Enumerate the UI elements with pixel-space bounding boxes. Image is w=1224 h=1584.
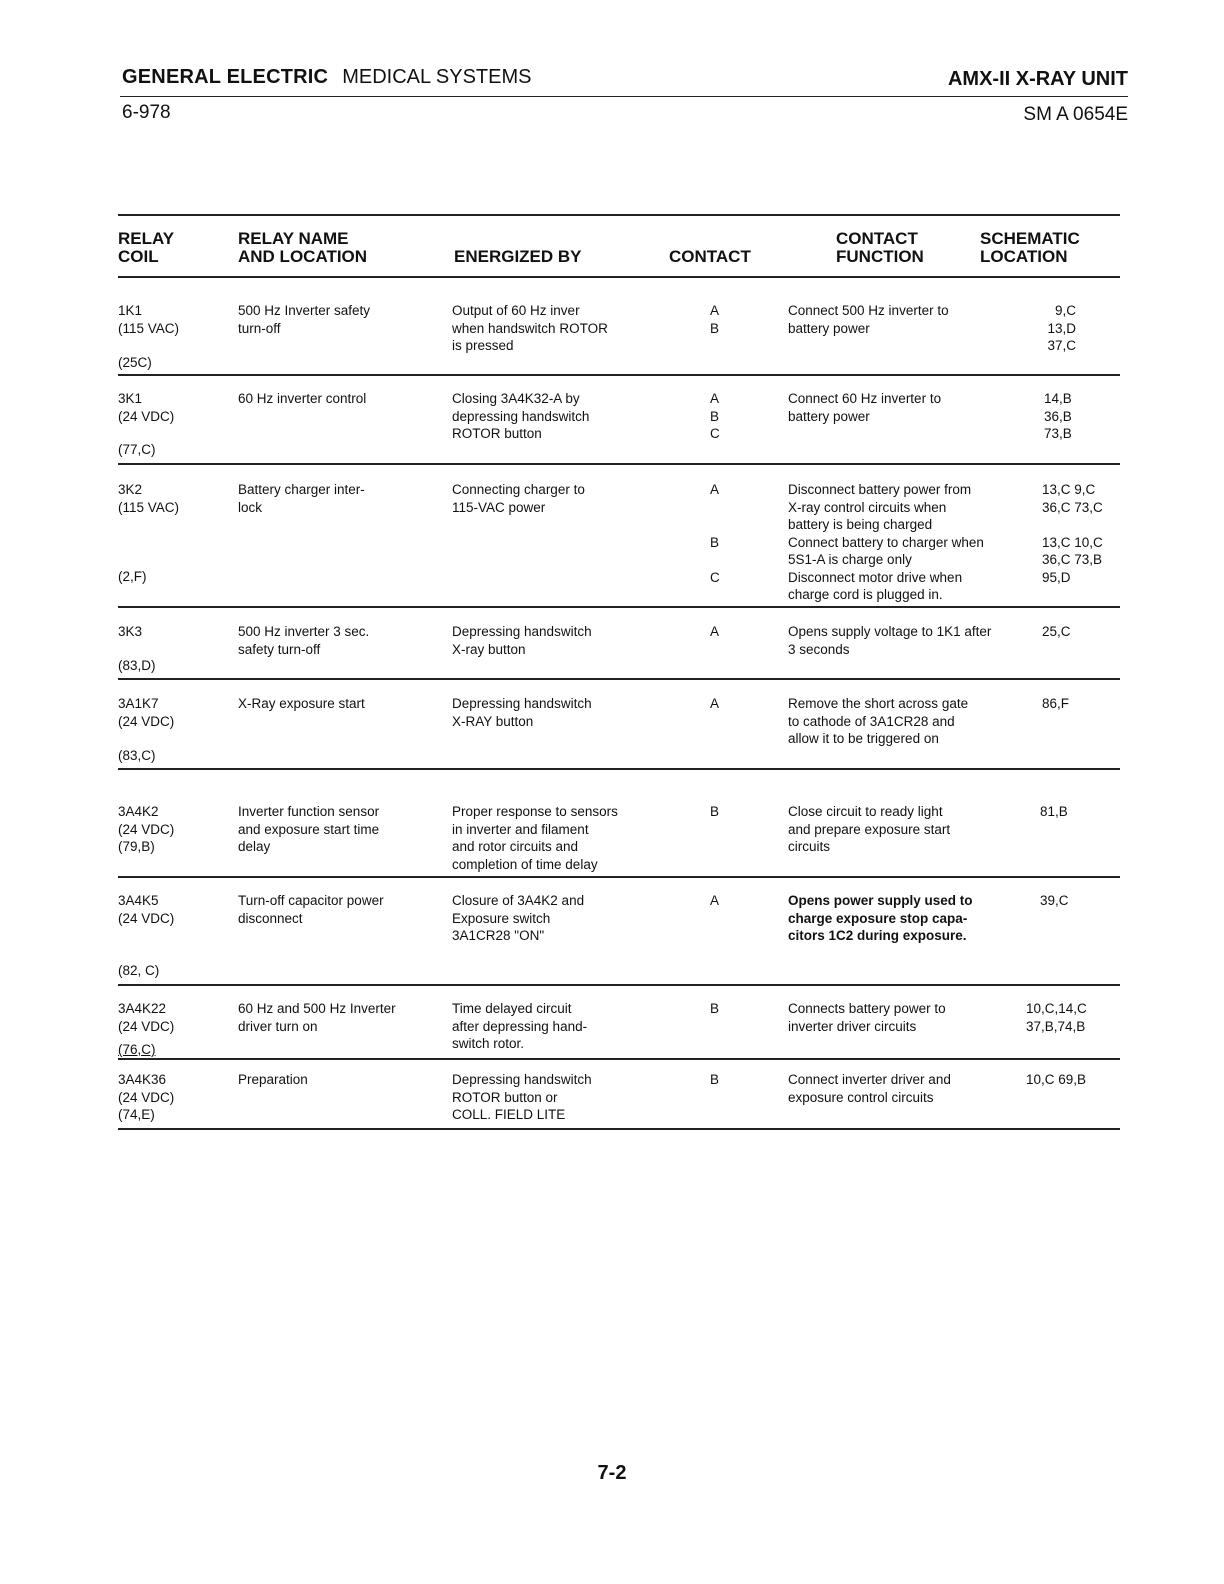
table-row <box>118 376 1120 465</box>
relay-coil: 3A1K7 (24 VDC) <box>118 696 175 729</box>
contact-letters: A <box>710 624 720 639</box>
contact-function: Connect 500 Hz inverter to battery power <box>788 303 949 336</box>
contact-function: Connects battery power to inverter driver circuits <box>788 1001 946 1034</box>
table-row <box>118 608 1120 680</box>
energized-by: Depressing handswitch X-ray button <box>452 624 592 657</box>
page-number: 7-2 <box>597 1462 627 1484</box>
document-number: 6-978 <box>122 102 171 123</box>
schematic-location: 86,F <box>1042 696 1070 711</box>
relay-coil: 3A4K5 (24 VDC) <box>118 893 175 926</box>
coil-reference: (77,C) <box>118 442 156 457</box>
table-row <box>118 986 1120 1060</box>
relay-name: Battery charger inter- lock <box>238 482 365 515</box>
header-divider <box>120 96 1128 97</box>
schematic-location: 81,B <box>1040 804 1068 819</box>
schematic-location: 10,C 69,B <box>1026 1072 1087 1087</box>
col-header-energized: ENERGIZED BY <box>454 247 582 266</box>
relay-coil: 3A4K22 (24 VDC) <box>118 1001 175 1034</box>
col-header-contact: CONTACT <box>669 247 751 266</box>
contact-letters: B <box>710 1072 720 1087</box>
energized-by: Connecting charger to 115-VAC power <box>452 482 585 515</box>
relay-coil: 1K1 (115 VAC) <box>118 303 180 336</box>
energized-by: Depressing handswitch X-RAY button <box>452 696 592 729</box>
contact-function: Remove the short across gate to cathode of 3A1CR28 and allow it to be triggered on <box>788 696 969 746</box>
col-header-function: CONTACT FUNCTION <box>836 229 924 266</box>
relay-name: 500 Hz Inverter safety turn-off <box>238 303 371 336</box>
coil-reference: (83,C) <box>118 748 156 763</box>
relay-coil: 3K2 (115 VAC) <box>118 482 180 515</box>
energized-by: Output of 60 Hz inver when handswitch ROTOR is pressed <box>452 303 608 353</box>
relay-coil: 3A4K2 (24 VDC) (79,B) <box>118 804 175 854</box>
relay-name: Inverter function sensor and exposure start time delay <box>238 804 380 854</box>
relay-coil: 3A4K36 (24 VDC) (74,E) <box>118 1072 175 1122</box>
company-name: GENERAL ELECTRIC <box>122 66 329 88</box>
coil-reference: (2,F) <box>118 569 147 584</box>
energized-by: Closure of 3A4K2 and Exposure switch 3A1CR28 "ON" <box>452 893 585 943</box>
relay-name: 500 Hz inverter 3 sec. safety turn-off <box>238 624 370 657</box>
schematic-location: 25,C <box>1042 624 1071 639</box>
contact-function: Close circuit to ready light and prepare exposure start circuits <box>788 804 951 854</box>
table-row <box>118 878 1120 986</box>
coil-reference: (83,D) <box>118 658 156 673</box>
relay-name: 60 Hz and 500 Hz Inverter driver turn on <box>238 1001 396 1034</box>
header-left <box>122 66 531 89</box>
contact-function: Disconnect battery power from X-ray control circuits when battery is being charged Connect battery to charger when 5S1-A is charge only Disconnect motor drive when charge cord is plugged in. <box>788 482 984 602</box>
contact-letters: A <box>710 893 720 908</box>
table-row <box>118 680 1120 770</box>
col-header-coil: RELAY COIL <box>118 229 175 266</box>
coil-reference: (82, C) <box>118 963 160 978</box>
schematic-location: 13,C 9,C 36,C 73,C 13,C 10,C 36,C 73,B 95,D <box>1042 482 1103 585</box>
relay-name: 60 Hz inverter control <box>238 391 367 406</box>
relay-table <box>118 214 1120 1130</box>
energized-by: Depressing handswitch ROTOR button or COLL. FIELD LITE <box>452 1072 592 1122</box>
energized-by: Time delayed circuit after depressing hand- switch rotor. <box>452 1001 588 1051</box>
energized-by: Closing 3A4K32-A by depressing handswitch ROTOR button <box>452 391 590 441</box>
table-row <box>118 770 1120 878</box>
coil-reference: (76,C) <box>118 1042 156 1057</box>
relay-coil: 3K3 <box>118 624 143 639</box>
relay-name: X-Ray exposure start <box>238 696 365 711</box>
relay-name: Preparation <box>238 1072 308 1087</box>
schematic-location: 39,C <box>1040 893 1069 908</box>
document-code: SM A 0654E <box>1023 104 1128 125</box>
contact-letters: A B C <box>710 391 720 441</box>
schematic-location: 14,B 36,B 73,B <box>1044 391 1072 441</box>
relay-name: Turn-off capacitor power disconnect <box>238 893 384 926</box>
contact-letters: B <box>710 1001 720 1016</box>
relay-coil: 3K1 (24 VDC) <box>118 391 175 424</box>
coil-reference: (25C) <box>118 355 152 370</box>
contact-letters: B <box>710 804 720 819</box>
contact-function: Connect 60 Hz inverter to battery power <box>788 391 942 424</box>
contact-letters: A B <box>710 303 720 336</box>
contact-function: Opens power supply used to charge exposure stop capa- citors 1C2 during exposure. <box>788 893 973 943</box>
table-header <box>118 216 1120 278</box>
schematic-location: 9,C 13,D 37,C <box>1047 303 1076 353</box>
energized-by: Proper response to sensors in inverter and filament and rotor circuits and completion of time delay <box>452 804 618 872</box>
schematic-location: 10,C,14,C 37,B,74,B <box>1026 1001 1087 1034</box>
division-name: MEDICAL SYSTEMS <box>342 66 532 88</box>
table-row <box>118 1060 1120 1130</box>
contact-letters: A <box>710 696 720 711</box>
table-row <box>118 278 1120 376</box>
contact-function: Connect inverter driver and exposure control circuits <box>788 1072 951 1105</box>
col-header-location: SCHEMATIC LOCATION <box>980 229 1080 266</box>
contact-function: Opens supply voltage to 1K1 after 3 seconds <box>788 624 992 657</box>
contact-letters: A B C <box>710 482 720 585</box>
table-row <box>118 465 1120 608</box>
col-header-name: RELAY NAME AND LOCATION <box>238 229 368 266</box>
product-title: AMX-II X-RAY UNIT <box>947 68 1128 90</box>
